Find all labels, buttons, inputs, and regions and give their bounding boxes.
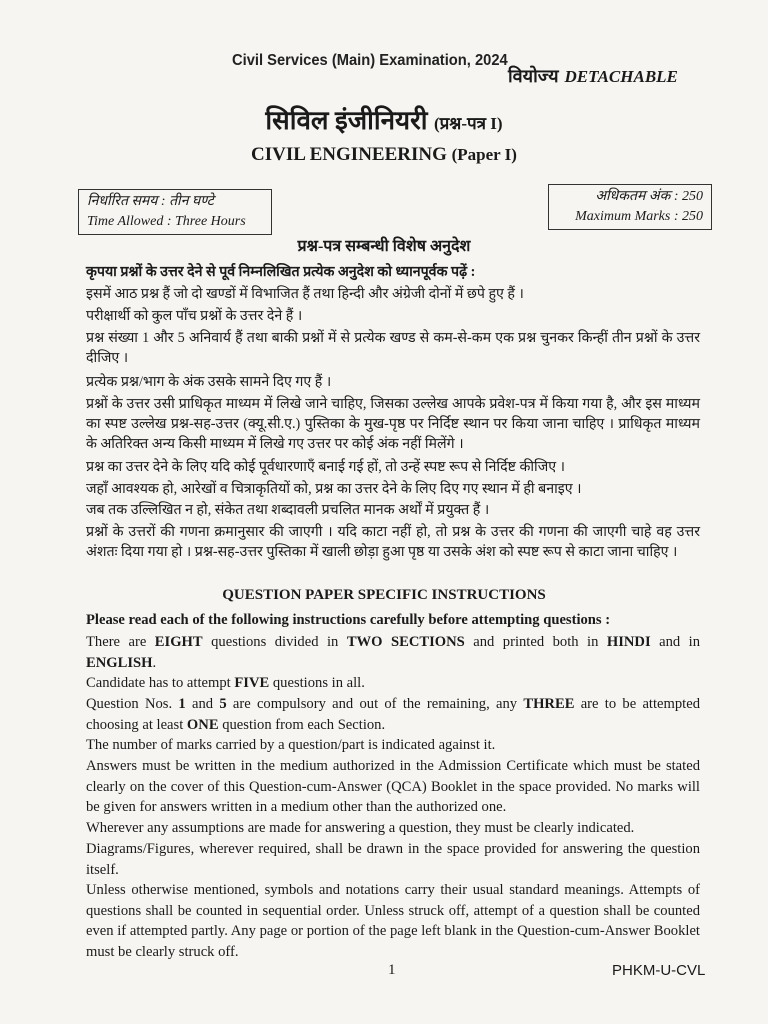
page-number: 1 [388,962,396,978]
english-instruction-5: Answers must be written in the medium authorized in the Admission Certificate which must be stated clearly on the cover of this Question-cum-Answer (QCA) Booklet in the space provided. No marks will be given for answers written in a medium other than the authorized one. [86,758,700,815]
english-instruction-4: The number of marks carried by a question/part is indicated against it. [86,737,496,753]
hindi-instruction-8: जब तक उल्लिखित न हो, संकेत तथा शब्दावली प्रचलित मानक अर्थों में प्रयुक्त हैं । [86,502,490,518]
title-english: CIVIL ENGINEERING [251,144,447,165]
english-instruction-1: There are EIGHT questions divided in TWO SECTIONS and printed both in HINDI and in ENGLISH. [86,634,701,671]
hindi-instruction-3: प्रश्न संख्या 1 और 5 अनिवार्य हैं तथा बाकी प्रश्नों में से प्रत्येक खण्ड से कम-से-कम एक प्रश्न चुनकर किन्हीं तीन प्रश्नों के उत्तर दीजिए । [86,330,700,366]
maximum-marks-box [548,184,712,230]
hindi-instruction-7: जहाँ आवश्यक हो, आरेखों व चित्राकृतियों को, प्रश्न का उत्तर देने के लिए दिए गए स्थान में ही बनाइए । [86,481,582,497]
detachable-english: DETACHABLE [564,67,678,86]
hindi-instruction-6: प्रश्न का उत्तर देने के लिए यदि कोई पूर्वधारणाएँ बनाई गई हों, तो उन्हें स्पष्ट रूप से निर्दिष्ट कीजिए । [86,459,565,475]
detachable-hindi: वियोज्य [508,66,559,86]
hindi-instruction-5: प्रश्नों के उत्तर उसी प्राधिकृत माध्यम में लिखे जाने चाहिए, जिसका उल्लेख आपके प्रवेश-पत्र में किया गया है, और इस माध्यम का स्पष्ट उल्लेख प्रश्न-सह-उत्तर (क्यू.सी.ए.) पुस्तिका के मुख-पृष्ठ पर निर्दिष्ट स्थान पर किया जाना चाहिए । प्राधिकृत माध्यम के अतिरिक्त अन्य किसी माध्यम में लिखे गए उत्तर पर कोई अंक नहीं मिलेंगे । [86,396,700,452]
english-instructions-lead: Please read each of the following instructions carefully before attempting questions : [86,612,611,628]
english-instruction-6: Wherever any assumptions are made for answering a question, they must be clearly indicated. [86,820,635,836]
hindi-instructions-heading: प्रश्न-पत्र सम्बन्धी विशेष अनुदेश [297,238,471,255]
english-instruction-2: Candidate has to attempt FIVE questions in all. [86,675,365,691]
marks-hindi: अधिकतम अंक : 250 [595,189,703,204]
title-english-paper: (Paper I) [451,145,517,164]
english-instruction-3: Question Nos. 1 and 5 are compulsory and out of the remaining, any THREE are to be attempted choosing at least ONE question from each Section. [86,696,700,733]
marks-english: Maximum Marks : 250 [575,209,703,224]
hindi-instructions-lead: कृपया प्रश्नों के उत्तर देने से पूर्व निम्नलिखित प्रत्येक अनुदेश को ध्यानपूर्वक पढ़ें : [86,264,476,280]
exam-name: Civil Services (Main) Examination, 2024 [232,52,508,69]
time-english: Time Allowed : Three Hours [87,214,246,229]
detachable-label [508,64,678,88]
time-hindi: निर्धारित समय : तीन घण्टे [87,194,214,209]
english-instruction-8: Unless otherwise mentioned, symbols and notations carry their usual standard meanings. Attempts of questions shall be counted in sequential order. Unless struck off, attempt of a question shall be counted even if attempted partly. Any page or portion of the page left blank in the Question-cum-Answer Booklet must be clearly struck off. [86,882,700,960]
hindi-instruction-4: प्रत्येक प्रश्न/भाग के अंक उसके सामने दिए गए हैं । [86,374,332,390]
title-english-block [0,144,768,166]
time-allowed-box [78,189,272,235]
english-instruction-7: Diagrams/Figures, wherever required, shall be drawn in the space provided for answering the question itself. [86,841,700,878]
title-hindi-paper: (प्रश्न-पत्र I) [433,114,503,133]
title-hindi: सिविल इंजीनियरी [265,106,428,135]
hindi-instruction-2: परीक्षार्थी को कुल पाँच प्रश्नों के उत्तर देने हैं । [86,308,303,324]
title-hindi-block [0,101,768,137]
hindi-instruction-9: प्रश्नों के उत्तरों की गणना क्रमानुसार की जाएगी । यदि काटा नहीं हो, तो प्रश्न के उत्तर की गणना की जाएगी चाहे वह उत्तर अंशतः दिया गया हो । प्रश्न-सह-उत्तर पुस्तिका में खाली छोड़ा हुआ पृष्ठ या उसके अंश को स्पष्ट रूप से काटा जाना चाहिए । [86,524,700,560]
english-instructions-heading: QUESTION PAPER SPECIFIC INSTRUCTIONS [222,587,546,603]
paper-code: PHKM-U-CVL [612,962,706,979]
hindi-instruction-1: इसमें आठ प्रश्न हैं जो दो खण्डों में विभाजित हैं तथा हिन्दी और अंग्रेजी दोनों में छपे हुए हैं । [86,286,524,302]
